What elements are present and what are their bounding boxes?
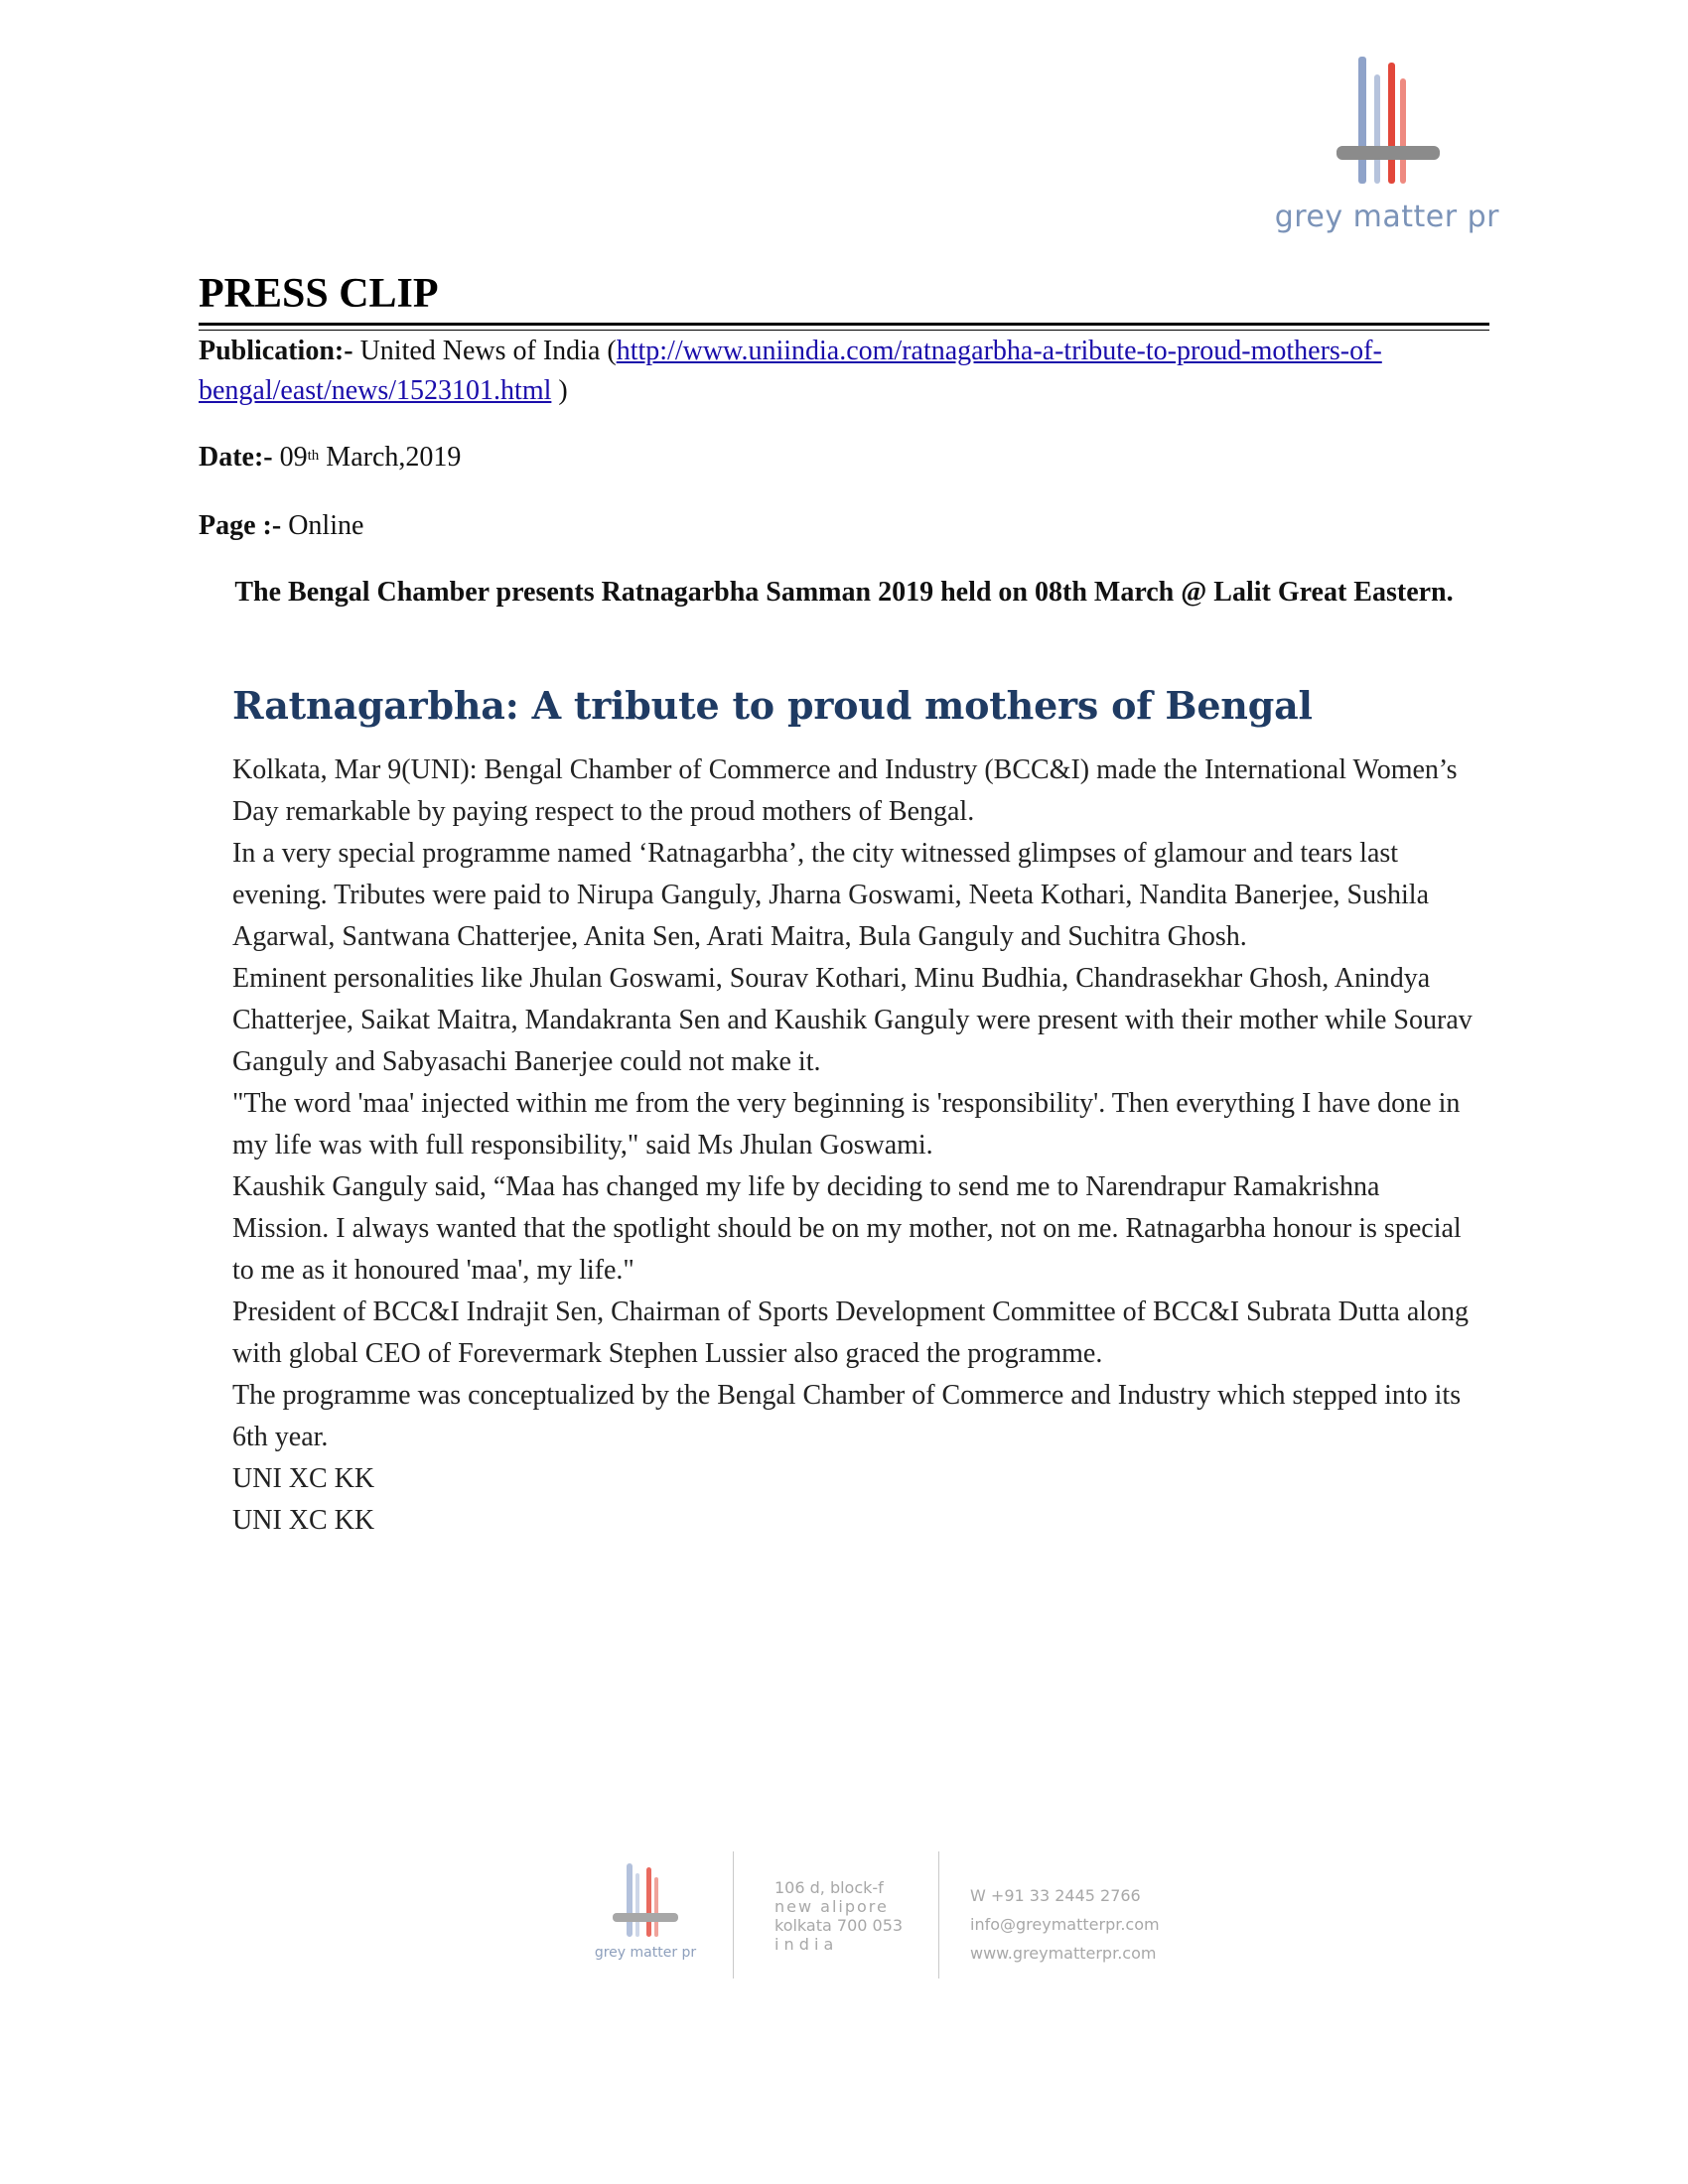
address-line: new alipore <box>774 1897 889 1916</box>
address-line: i n d i a <box>774 1935 834 1954</box>
address-line: kolkata 700 053 <box>774 1916 904 1935</box>
footer-divider <box>938 1851 939 1979</box>
page-title: PRESS CLIP <box>199 271 439 317</box>
article-title: Ratnagarbha: A tribute to proud mothers of Bengal <box>232 683 1313 728</box>
publication-label: Publication:- <box>199 336 353 366</box>
event-headline: The Bengal Chamber presents Ratnagarbha Samman 2019 held on 08th March @ Lalit Great Eastern. <box>234 577 1454 608</box>
footer-divider <box>733 1851 734 1979</box>
footer-website[interactable]: www.greymatterpr.com <box>970 1944 1157 1963</box>
article-paragraph: Kaushik Ganguly said, “Maa has changed my life by deciding to send me to Narendrapur Ramakrishna Mission. I always wanted that the spotlight should be on my mother, not on me. Ratnagarbha honour is special to me as it honoured 'maa', my life." <box>232 1171 1462 1286</box>
date-suffix: th <box>307 448 320 464</box>
publication-line: Publication:- United News of India (http://www.uniindia.com/ratnagarbha-a-tribute-to-proud-mothers-of-bengal/east/news/1523101.html ) <box>199 336 1382 406</box>
article-signoff: UNI XC KK <box>232 1463 375 1494</box>
footer-address <box>774 1878 903 1954</box>
address-line: 106 d, block-f <box>774 1878 884 1897</box>
grey-matter-logo-icon <box>611 1859 680 1943</box>
footer-phone: W +91 33 2445 2766 <box>970 1886 1141 1905</box>
date-rest: March,2019 <box>326 442 462 473</box>
date-label: Date:- <box>199 442 273 473</box>
page-value: Online <box>288 510 364 541</box>
publication-link[interactable]: http://www.uniindia.com/ratnagarbha-a-tribute-to-proud-mothers-of-bengal/east/news/1523101.html <box>199 336 1382 406</box>
title-divider-thin <box>199 330 1489 331</box>
article-signoff: UNI XC KK <box>232 1505 375 1536</box>
footer-wordmark: grey matter pr <box>594 1945 697 1961</box>
footer-contact <box>970 1881 1160 1968</box>
header-logo <box>1271 45 1499 243</box>
footer-logo <box>581 1859 710 1969</box>
article-body <box>232 750 1474 1542</box>
article-paragraph: President of BCC&I Indrajit Sen, Chairman of Sports Development Committee of BCC&I Subrata Dutta along with global CEO of Forevermark Stephen Lussier also graced the programme. <box>232 1297 1470 1369</box>
article-paragraph: "The word 'maa' injected within me from the very beginning is 'responsibility'. Then everything I have done in my life was with full responsibility," said Ms Jhulan Goswami. <box>232 1088 1461 1160</box>
date-day: 09 <box>279 442 308 473</box>
article-paragraph: Kolkata, Mar 9(UNI): Bengal Chamber of Commerce and Industry (BCC&I) made the International Women’s Day remarkable by paying respect to the proud mothers of Bengal. <box>232 754 1458 827</box>
date-line <box>199 438 1489 478</box>
logo-wordmark: grey matter pr <box>1274 200 1499 234</box>
article-paragraph: The programme was conceptualized by the Bengal Chamber of Commerce and Industry which stepped into its 6th year. <box>232 1380 1462 1452</box>
page-line <box>199 506 1489 546</box>
page-label: Page :- <box>199 510 282 541</box>
page-footer <box>581 1851 1177 1980</box>
article-paragraph: In a very special programme named ‘Ratnagarbha’, the city witnessed glimpses of glamour and tears last evening. Tributes were paid to Nirupa Ganguly, Jharna Goswami, Neeta Kothari, Nandita Banerjee, Sushila Agarwal, Santwana Chatterjee, Anita Sen, Arati Maitra, Bula Ganguly and Suchitra Ghosh. <box>232 838 1429 952</box>
article-clipping <box>232 683 1474 1542</box>
article-paragraph: Eminent personalities like Jhulan Goswami, Sourav Kothari, Minu Budhia, Chandrasekhar Ghosh, Anindya Chatterjee, Saikat Maitra, Mandakranta Sen and Kaushik Ganguly were present with their mother while Sourav Ganguly and Sabyasachi Banerjee could not make it. <box>232 963 1473 1077</box>
publication-name: United News of India <box>359 336 601 366</box>
grey-matter-logo-icon <box>1331 45 1450 194</box>
title-divider <box>199 323 1489 326</box>
footer-email[interactable]: info@greymatterpr.com <box>970 1915 1160 1934</box>
